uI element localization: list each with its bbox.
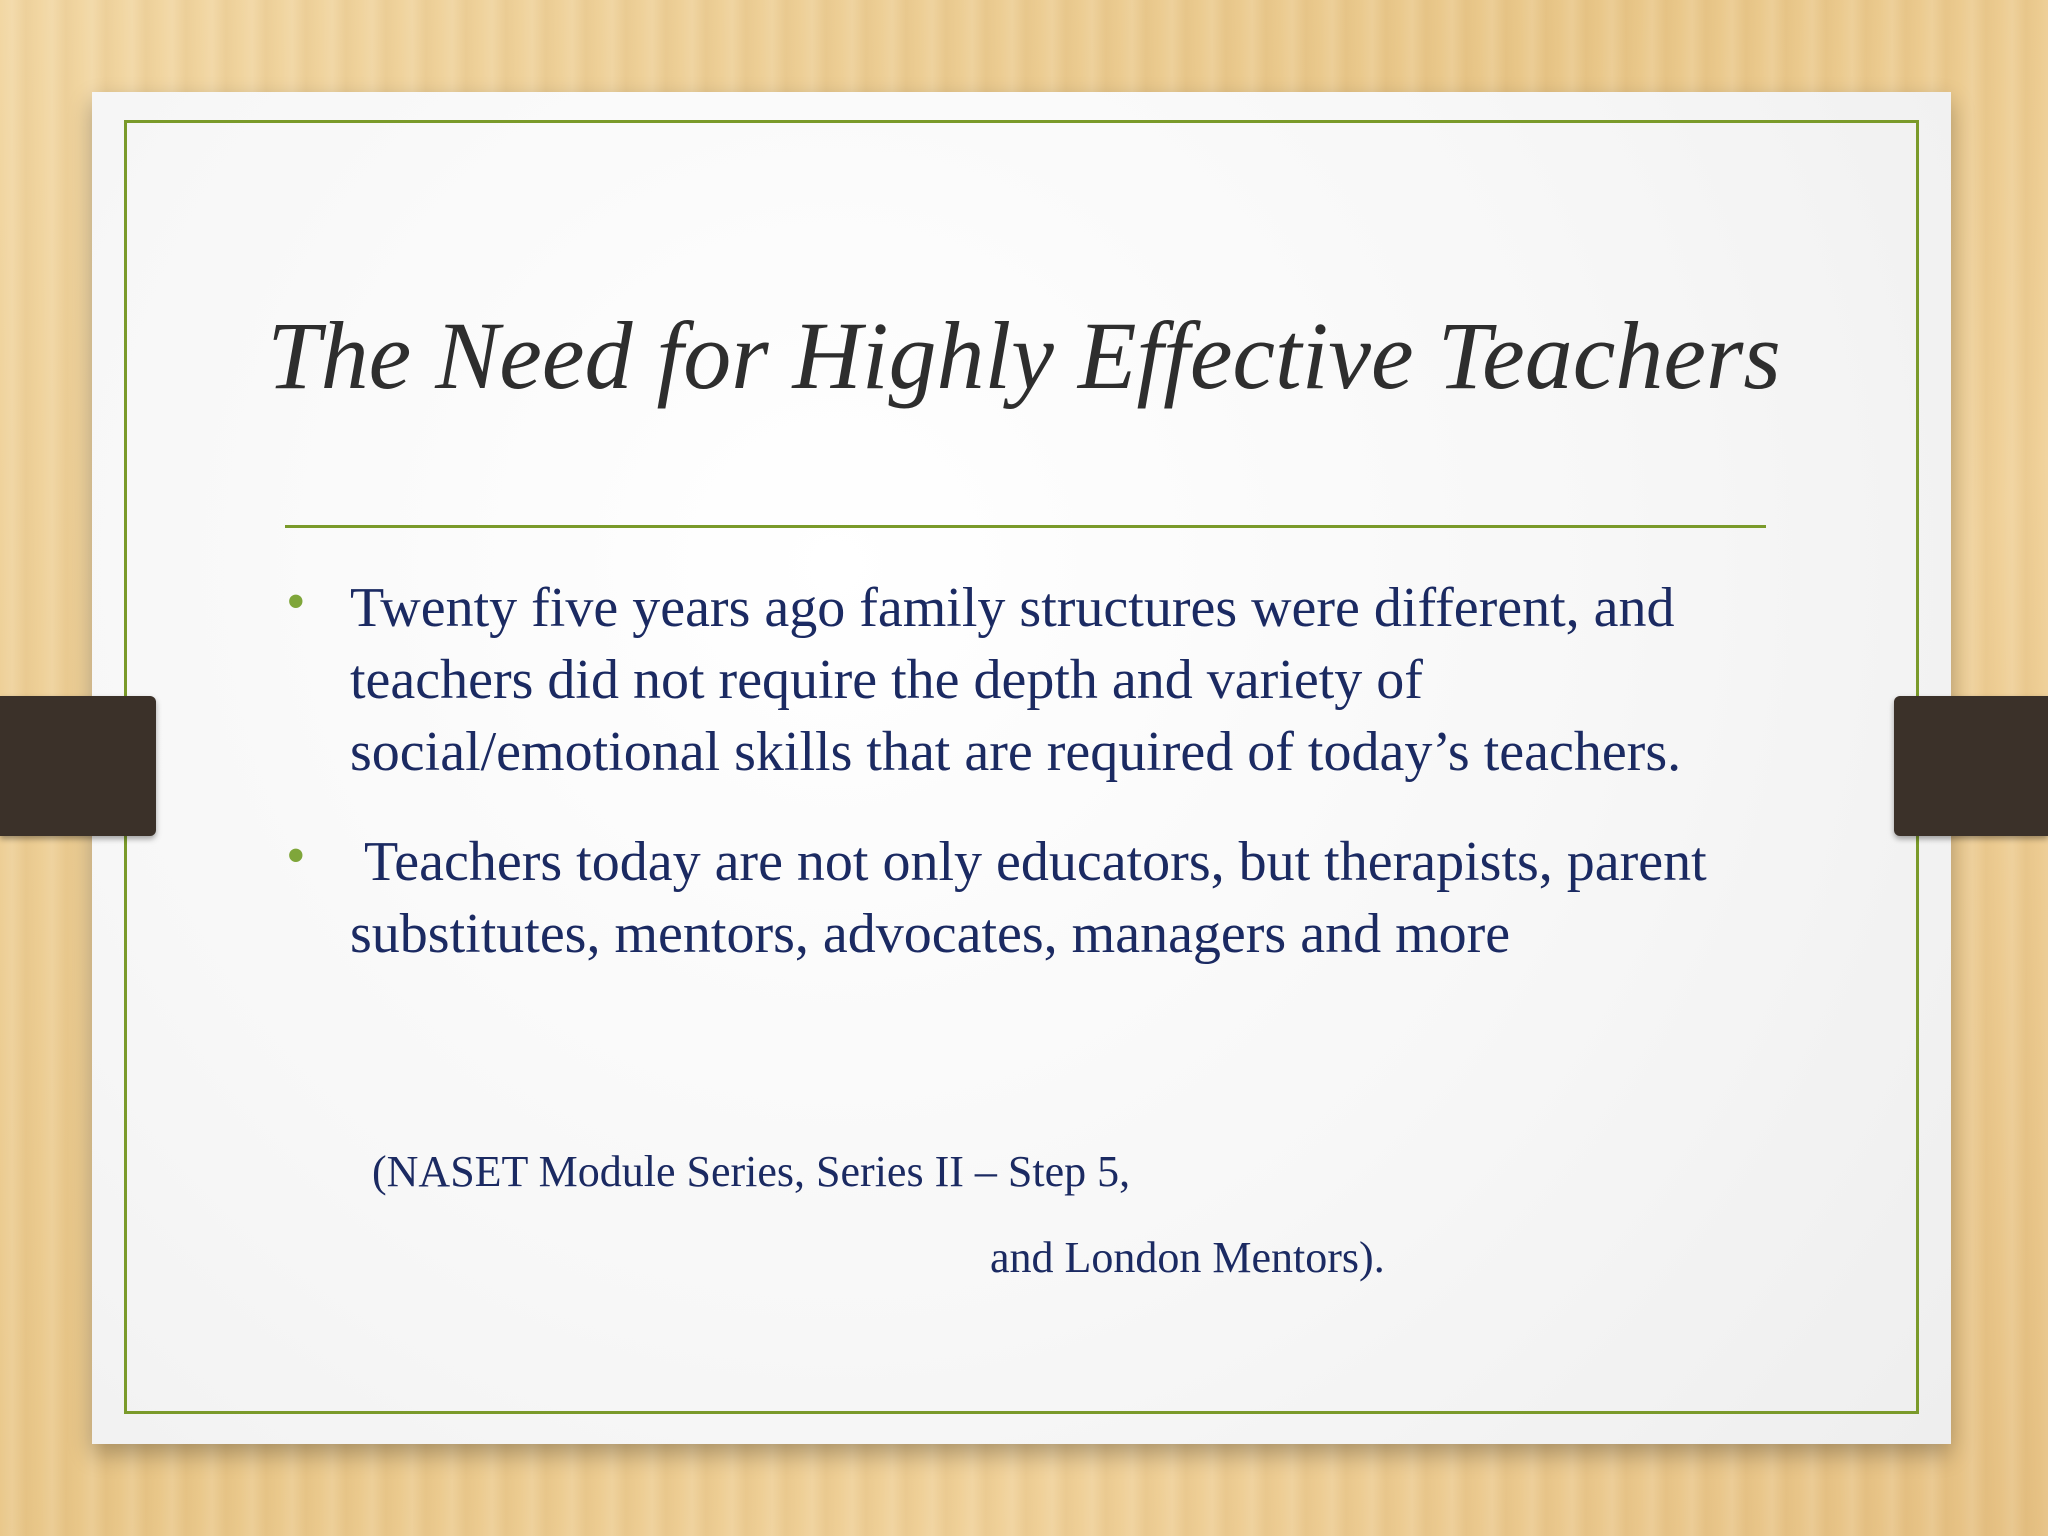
citation-line-1: (NASET Module Series, Series II – Step 5, (372, 1147, 1131, 1196)
bullet-item (282, 572, 1782, 788)
bullet-list (282, 572, 1782, 1008)
bullet-text: Teachers today are not only educators, but therapists, parent substitutes, mentors, advocates, managers and more (350, 831, 1721, 965)
bullet-dot-icon: • (286, 825, 306, 887)
bullet-dot-icon: • (286, 571, 306, 633)
slide-title: The Need for Highly Effective Teachers (267, 302, 1781, 409)
bullet-text: Twenty five years ago family structures were different, and teachers did not require the depth and variety of social/emotional skills that are required of today’s teachers. (350, 577, 1682, 783)
title-divider (285, 525, 1766, 528)
left-board-clip (0, 696, 156, 836)
citation-line-2: and London Mentors). (990, 1233, 1385, 1282)
bullet-item (282, 826, 1782, 970)
right-board-clip (1894, 696, 2048, 836)
